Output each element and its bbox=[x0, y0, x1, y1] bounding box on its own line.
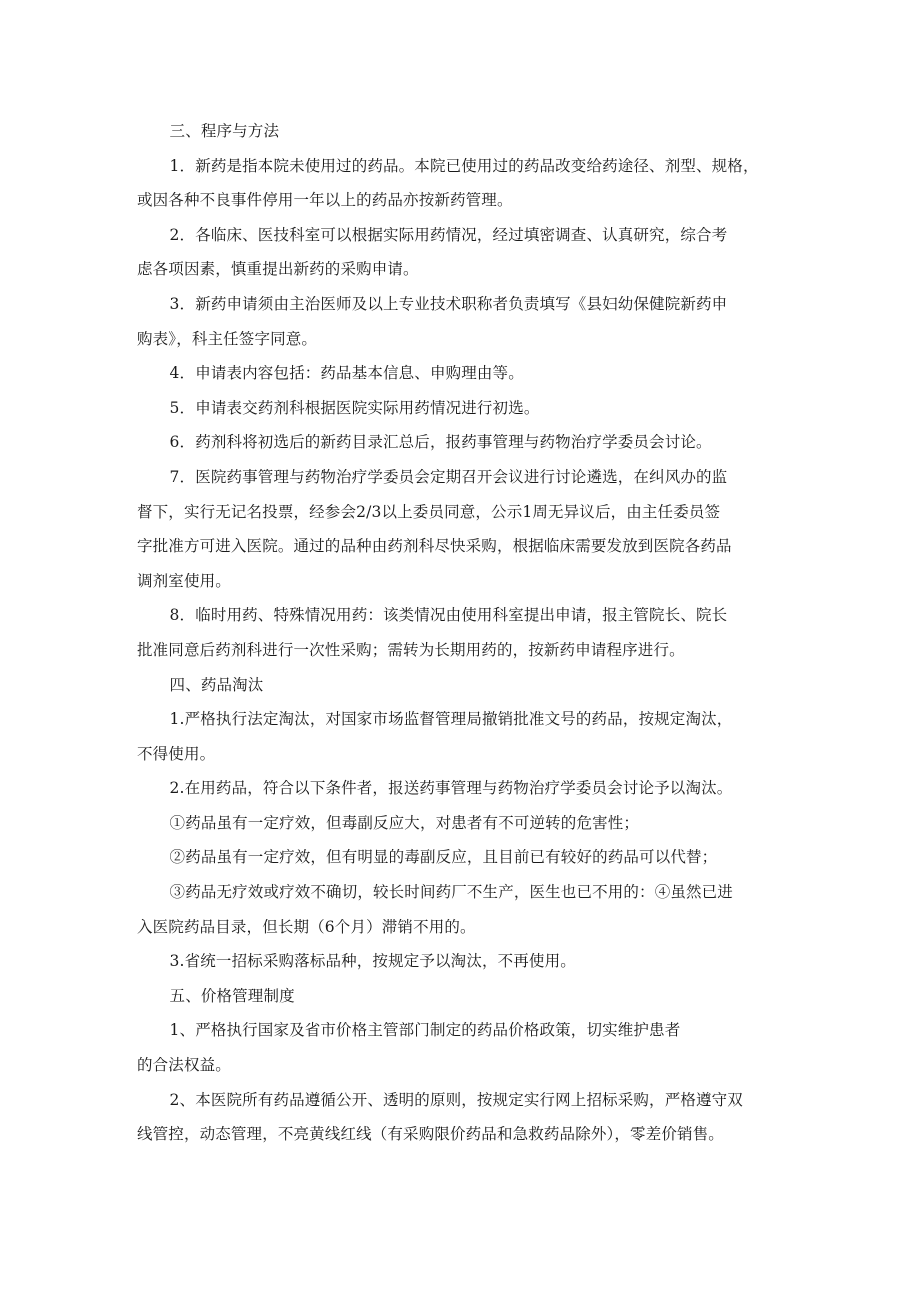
paragraph-line: 字批准方可进入医院。通过的品种由药剂科尽快采购，根据临床需要发放到医院各药品 bbox=[137, 537, 732, 556]
paragraph-line: 1．新药是指本院未使用过的药品。本院已使用过的药品改变给药途径、剂型、规格， bbox=[169, 156, 759, 175]
paragraph bbox=[137, 702, 795, 771]
paragraph-line: 不得使用。 bbox=[137, 744, 216, 763]
paragraph-line: 线管控，动态管理，不亮黄线红线（有采购限价药品和急救药品除外），零差价销售。 bbox=[137, 1125, 724, 1144]
paragraph bbox=[137, 287, 795, 356]
paragraph-line: 批准同意后药剂科进行一次性采购；需转为长期用药的，按新药申请程序进行。 bbox=[137, 640, 685, 659]
paragraph bbox=[137, 806, 795, 841]
paragraph bbox=[137, 771, 795, 806]
section-heading: 三、程序与方法 bbox=[169, 122, 280, 140]
section-heading: 五、价格管理制度 bbox=[169, 986, 295, 1005]
paragraph-line: 入医院药品目录，但长期（6个月）滞销不用的。 bbox=[137, 917, 476, 936]
paragraph bbox=[137, 149, 795, 218]
paragraph bbox=[137, 944, 795, 979]
document-body bbox=[137, 114, 795, 1152]
section-5-items bbox=[137, 1013, 795, 1151]
paragraph bbox=[137, 598, 795, 667]
paragraph-line: 虑各项因素，慎重提出新药的采购申请。 bbox=[137, 260, 419, 279]
paragraph-line: 调剂室使用。 bbox=[137, 571, 231, 590]
paragraph-line: 督下，实行无记名投票，经参会2/3以上委员同意，公示1周无异议后，由主任委员签 bbox=[137, 502, 721, 521]
paragraph-line: ③药品无疗效或疗效不确切，较长时间药厂不生产，医生也已不用的：④虽然已进 bbox=[169, 883, 733, 902]
paragraph bbox=[137, 840, 795, 875]
section-heading: 四、药品淘汰 bbox=[169, 675, 264, 694]
paragraph bbox=[137, 460, 795, 598]
paragraph-line: 3．新药申请须由主治医师及以上专业技术职称者负责填写《县妇幼保健院新药申 bbox=[169, 294, 728, 313]
paragraph-line: 6．药剂科将初选后的新药目录汇总后，报药事管理与药物治疗学委员会讨论。 bbox=[169, 433, 712, 452]
paragraph-line: 或因各种不良事件停用一年以上的药品亦按新药管理。 bbox=[137, 191, 513, 210]
paragraph-line: 3.省统一招标采购落标品种，按规定予以淘汰，不再使用。 bbox=[169, 952, 576, 971]
paragraph-line: 的合法权益。 bbox=[137, 1056, 231, 1075]
paragraph-line: 5．申请表交药剂科根据医院实际用药情况进行初选。 bbox=[169, 398, 540, 417]
paragraph-line: 1、严格执行国家及省市价格主管部门制定的药品价格政策，切实维护患者 bbox=[169, 1021, 681, 1040]
paragraph-line: 8．临时用药、特殊情况用药：该类情况由使用科室提出申请，报主管院长、院长 bbox=[169, 606, 728, 625]
paragraph bbox=[137, 875, 795, 944]
paragraph bbox=[137, 218, 795, 287]
paragraph bbox=[137, 1013, 795, 1082]
paragraph-line: 2、本医院所有药品遵循公开、透明的原则，按规定实行网上招标采购，严格遵守双 bbox=[169, 1090, 743, 1109]
paragraph-line: 2.在用药品，符合以下条件者，报送药事管理与药物治疗学委员会讨论予以淘汰。 bbox=[169, 779, 733, 798]
paragraph-line: 2．各临床、医技科室可以根据实际用药情况，经过填密调查、认真研究，综合考 bbox=[169, 225, 728, 244]
paragraph bbox=[137, 356, 795, 391]
section-3-items bbox=[137, 149, 795, 668]
paragraph-line: 1.严格执行法定淘汰，对国家市场监督管理局撤销批准文号的药品，按规定淘汰， bbox=[169, 710, 733, 729]
paragraph-line: ②药品虽有一定疗效，但有明显的毒副反应，且目前已有较好的药品可以代替； bbox=[169, 848, 718, 867]
paragraph-line: 购表》，科主任签字同意。 bbox=[137, 329, 318, 348]
paragraph-line: ①药品虽有一定疗效，但毒副反应大，对患者有不可逆转的危害性； bbox=[169, 813, 640, 832]
paragraph-line: 7．医院药事管理与药物治疗学委员会定期召开会议进行讨论遴选，在纠风办的监 bbox=[169, 467, 728, 486]
section-4-items bbox=[137, 702, 795, 979]
paragraph-line: 4．申请表内容包括：药品基本信息、申购理由等。 bbox=[169, 364, 524, 383]
paragraph bbox=[137, 1083, 795, 1152]
paragraph bbox=[137, 425, 795, 460]
paragraph bbox=[137, 391, 795, 426]
